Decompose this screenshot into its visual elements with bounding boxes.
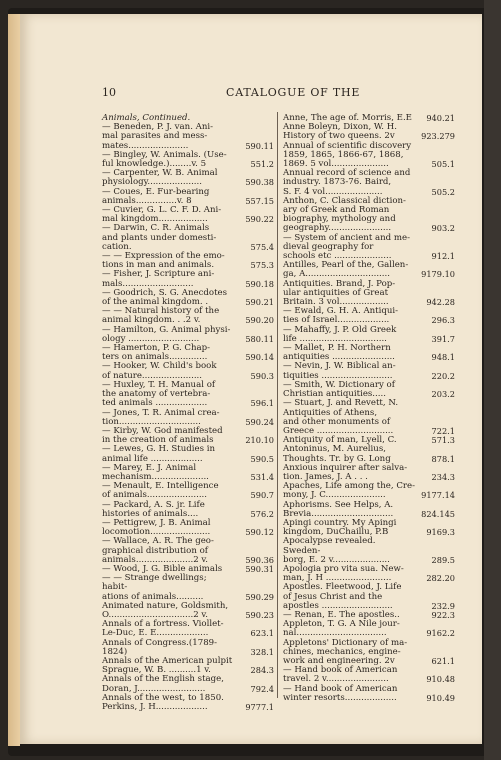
call-number: 590.24 — [245, 416, 274, 427]
catalogue-entry — [283, 666, 455, 684]
entry-title: Aphorisms. See Helps, A. Brevia.............................. — [283, 499, 394, 519]
catalogue-entry — [283, 169, 455, 197]
catalogue-entry — [102, 694, 274, 712]
call-number: 505.1 — [431, 159, 455, 170]
call-number: 9162.2 — [426, 628, 455, 639]
call-number: 623.1 — [250, 628, 274, 639]
entry-title: — Hamerton, P. G. Chap- ters on animals.............. — [102, 343, 211, 363]
entry-title: Antilles, Pearl of the, Gallen- ga, A............................... — [283, 260, 409, 280]
call-number: 792.4 — [250, 683, 274, 694]
call-number: 220.2 — [431, 370, 455, 381]
call-number: 203.2 — [431, 389, 455, 400]
catalogue-entry — [102, 464, 274, 482]
entry-title: — Nevin, J. W. Biblical an- tiquities .......................... — [283, 361, 396, 381]
entry-title: — Beneden, P. J. van. Ani- mal parasites and mess- mates...................... — [102, 122, 214, 151]
left-column — [102, 114, 274, 712]
catalogue-entry — [283, 344, 455, 362]
entry-title: — Hand book of American winter resorts................... — [283, 683, 398, 703]
call-number: 580.11 — [245, 333, 274, 344]
call-number: 575.4 — [250, 241, 274, 252]
call-number: 232.9 — [431, 600, 455, 611]
entry-title: Anthon, C. Classical diction- ary of Greek and Roman biography, mythology and geography....................... — [283, 195, 406, 234]
call-number: 590.20 — [245, 315, 274, 326]
entry-title: Apologia pro vita sua. New- man, J. H ........................ — [283, 563, 404, 584]
call-number: 282.20 — [426, 573, 455, 584]
entry-title: Annals of the west, to 1850. Perkins, J. H................... — [102, 692, 224, 712]
call-number: 590.18 — [245, 278, 274, 289]
catalogue-entry — [102, 362, 274, 380]
entry-title: Apaches, Life among the, Cre- mony, J. C...................... — [283, 481, 416, 501]
call-number: 9169.3 — [426, 527, 455, 538]
call-number: 912.1 — [431, 251, 455, 262]
catalogue-entry — [102, 427, 274, 445]
entry-title: Apostles. Fleetwood, J. Life of Jesus Christ and the apostles .......................... — [283, 582, 402, 611]
entry-title: Animated nature, Goldsmith, O...............................2 v. — [102, 600, 229, 620]
call-number: 596.1 — [250, 398, 274, 409]
catalogue-entry — [283, 142, 455, 170]
entry-title: — — Strange dwellings; habit- ations of animals.......... — [102, 573, 207, 602]
call-number: 824.145 — [421, 508, 455, 519]
catalogue-entry — [283, 639, 455, 667]
catalogue-entry — [283, 399, 455, 436]
entry-title: — Huxley, T. H. Manual of the anatomy of vertebra- ted animals ................... — [102, 379, 216, 409]
entry-title: Animals, Continued. — [102, 113, 191, 123]
call-number: 590.21 — [245, 297, 274, 308]
entry-title: — Stuart, J. and Revett, N. Antiquities of Athens, and other monuments of Greece ............................ — [283, 398, 399, 436]
call-number: 289.5 — [431, 554, 455, 565]
catalogue-entry — [102, 151, 274, 169]
call-number: 575.3 — [250, 260, 274, 271]
call-number: 590.11 — [245, 140, 274, 151]
entry-title: — Bingley, W. Animals. (Use- ful knowledge.)........v. 5 — [102, 149, 227, 170]
catalogue-entry — [283, 197, 455, 234]
entry-title: — Hamilton, G. Animal physi- ology .......................... — [102, 324, 231, 344]
catalogue-entry — [102, 326, 274, 344]
catalogue-entry — [283, 445, 455, 463]
catalogue-entry — [283, 381, 455, 399]
page-header — [102, 86, 482, 102]
catalogue-entry — [283, 234, 455, 262]
entry-title: — Darwin, C. R. Animals and plants under domesti- cation. — [102, 223, 217, 252]
catalogue-entry — [283, 307, 455, 325]
call-number: 878.1 — [431, 453, 455, 464]
call-number: 557.15 — [245, 195, 274, 206]
entry-title: — Menault, E. Intelligence of animals...................... — [102, 481, 219, 501]
call-number: 590.38 — [245, 177, 274, 188]
catalogue-entry — [102, 206, 274, 224]
call-number: 576.2 — [250, 508, 274, 519]
entry-title: Anne Boleyn, Dixon, W. H. History of two queens. 2v — [283, 122, 397, 142]
call-number: 922.3 — [431, 609, 455, 620]
entry-title: — Mahaffy, J. P. Old Greek life ................................ — [283, 324, 397, 344]
call-number: 590.23 — [245, 609, 274, 620]
call-number: 210.10 — [245, 435, 274, 446]
catalogue-entry — [102, 537, 274, 565]
entry-title: Anxious inquirer after salva- tion. James, J. A . . . — [283, 462, 408, 482]
call-number: 391.7 — [431, 333, 455, 344]
call-number: 531.4 — [250, 471, 274, 482]
entry-title: Antoninus, M. Aurelius, Thoughts. Tr. by G. Long — [283, 444, 391, 464]
entry-title: — Fisher, J. Scripture ani- mals.......................... — [102, 269, 215, 289]
catalogue-entry — [102, 574, 274, 602]
entry-title: — Ewald, G. H. A. Antiqui- ties of Israel................... — [283, 306, 399, 326]
catalogue-entry — [283, 565, 455, 583]
catalogue-entry — [283, 362, 455, 380]
right-margin-edge — [484, 0, 501, 760]
call-number: 9177.14 — [421, 490, 455, 501]
call-number: 590.5 — [250, 453, 274, 464]
entry-title: Annals of Congress.(1789-1824) — [102, 637, 218, 657]
entry-title: — Hand book of American travel. 2 v....................... — [283, 665, 398, 685]
catalogue-entry — [283, 326, 455, 344]
call-number: 590.29 — [245, 591, 274, 602]
call-number: 9777.1 — [245, 702, 274, 712]
catalogue-entry — [102, 381, 274, 409]
catalogue-entry — [102, 252, 274, 270]
call-number: 590.36 — [245, 554, 274, 565]
catalogue-entry — [283, 482, 455, 500]
call-number: 903.2 — [431, 223, 455, 234]
entry-title: Annals of a fortress. Viollet- Le-Duc, E. E................... — [102, 619, 224, 639]
entry-title: Annals of the English stage, Doran, J......................... — [102, 674, 224, 694]
entry-title: — Renan, E. The apostles.. — [283, 609, 400, 620]
entry-title: — Jones, T. R. Animal crea- tion.............................. — [102, 407, 220, 427]
entry-title: — Lewes, G. H. Studies in animal life ................... — [102, 444, 216, 464]
catalogue-entry — [102, 602, 274, 620]
entry-title: — Cuvier, G. L. C. F. D. Ani- mal kingdom.................. — [102, 205, 222, 225]
catalogue-entry — [102, 445, 274, 463]
catalogue-entry — [283, 501, 455, 519]
catalogue-entry — [102, 270, 274, 288]
catalogue-entry — [102, 169, 274, 187]
catalogue-entry — [102, 344, 274, 362]
call-number: 942.28 — [426, 297, 455, 308]
catalogue-entry — [283, 280, 455, 308]
catalogue-entry — [283, 537, 455, 565]
entry-title: — Wallace, A. R. The geo- graphical distribution of animals.....................2 v. — [102, 536, 214, 565]
catalogue-entry — [283, 464, 455, 482]
call-number: 505.2 — [431, 186, 455, 197]
entry-title: — Mallet, P. H. Northern antiquities ....................... — [283, 343, 395, 363]
call-number: 948.1 — [431, 352, 455, 363]
entry-title: Antiquities. Brand, J. Pop- ular antiquities of Great Britain. 3 vol.................. — [283, 278, 396, 308]
page-stack-edge — [8, 14, 20, 746]
catalogue-entry — [102, 307, 274, 325]
catalogue-entry — [102, 482, 274, 500]
entry-title: — Packard, A. S. jr. Life histories of animals.... — [102, 499, 205, 519]
call-number: 590.7 — [250, 490, 274, 501]
entry-title: Apingi country. My Apingi kingdom, DuChaillu, P.B — [283, 517, 397, 538]
entry-title: — Marey, E. J. Animal mechanism..................... — [102, 462, 209, 482]
entry-title: Antiquity of man, Lyell, C. — [283, 435, 397, 446]
entry-title: — — Expression of the emo- tions in man and animals. — [102, 251, 225, 271]
entry-title: Anne, The age of. Morris, E.E — [283, 113, 412, 123]
call-number: 328.1 — [250, 646, 274, 657]
entry-title: — System of ancient and me- dieval geography for schools etc ..................... — [283, 232, 411, 262]
call-number: 551.2 — [250, 159, 274, 170]
call-number: 590.31 — [245, 563, 274, 574]
catalogue-entry — [283, 123, 455, 141]
catalogue-entry — [102, 675, 274, 693]
entry-title: Annual of scientific discovery 1859, 1865, 1866-67, 1868, 1869. 5 vol..................... — [283, 140, 412, 170]
call-number: 9179.10 — [421, 269, 455, 280]
call-number: 296.3 — [431, 315, 455, 326]
entry-title: — Pettigrew, J. B. Animal locomotion...................... — [102, 517, 211, 538]
catalogue-entry — [283, 583, 455, 611]
entry-title: Appleton, T. G. A Nile jour- nal................................. — [283, 619, 400, 639]
entry-title: Annual record of science and industry. 1873-76. Baird, S. F. 4 vol..................... — [283, 168, 411, 197]
entry-title: — — Natural history of the animal kingdom. . .2 v. — [102, 306, 220, 326]
catalogue-entry — [102, 501, 274, 519]
entry-title: — Wood, J. G. Bible animals — [102, 563, 223, 574]
catalogue-entry — [102, 409, 274, 427]
call-number: 621.1 — [431, 655, 455, 666]
catalogue-entry — [283, 685, 455, 703]
page-number: 10 — [102, 86, 116, 99]
entry-title: — Kirby, W. God manifested in the creation of animals — [102, 425, 223, 446]
call-number: 940.21 — [426, 113, 455, 123]
call-number: 722.1 — [431, 425, 455, 436]
catalogue-entry — [102, 289, 274, 307]
catalogue-entry — [102, 188, 274, 206]
catalogue-entry — [102, 519, 274, 537]
call-number: 590.14 — [245, 352, 274, 363]
catalogue-entry — [102, 620, 274, 638]
catalogue-entry — [283, 261, 455, 279]
entry-title: — Hooker, W. Child's book of nature...................... — [102, 361, 217, 381]
catalogue-entry — [102, 657, 274, 675]
call-number: 590.3 — [250, 370, 274, 381]
entry-title: — Coues, E. Fur-bearing animals...............v. 8 — [102, 186, 210, 206]
entry-title: — Smith, W. Dictionary of Christian antiquities..... — [283, 379, 395, 400]
running-title: CATALOGUE OF THE — [226, 86, 361, 99]
entry-title: — Carpenter, W. B. Animal physiology.................... — [102, 168, 218, 188]
call-number: 590.22 — [245, 214, 274, 225]
call-number: 571.3 — [431, 435, 455, 446]
catalogue-entry — [102, 639, 274, 657]
column-divider — [277, 112, 278, 698]
call-number: 910.48 — [426, 674, 455, 685]
entry-title: Annals of the American pulpit Sprague, W. B. ..........1 v. — [102, 655, 233, 676]
entry-title: Appletons' Dictionary of ma- chines, mechanics, engine- work and engineering. 2v — [283, 637, 408, 666]
entry-title: — Goodrich, S. G. Anecdotes of the animal kingdom. . — [102, 287, 228, 308]
right-column — [283, 114, 455, 703]
entry-title: Apocalypse revealed. Sweden- borg, E. 2 v..................... — [283, 536, 390, 565]
call-number: 234.3 — [431, 471, 455, 482]
call-number: 910.49 — [426, 692, 455, 703]
call-number: 590.12 — [245, 527, 274, 538]
call-number: 284.3 — [250, 665, 274, 676]
call-number: 923.279 — [421, 131, 455, 142]
catalogue-entry — [283, 620, 455, 638]
catalogue-entry — [102, 224, 274, 252]
catalogue-entry — [283, 519, 455, 537]
catalogue-entry — [102, 123, 274, 151]
